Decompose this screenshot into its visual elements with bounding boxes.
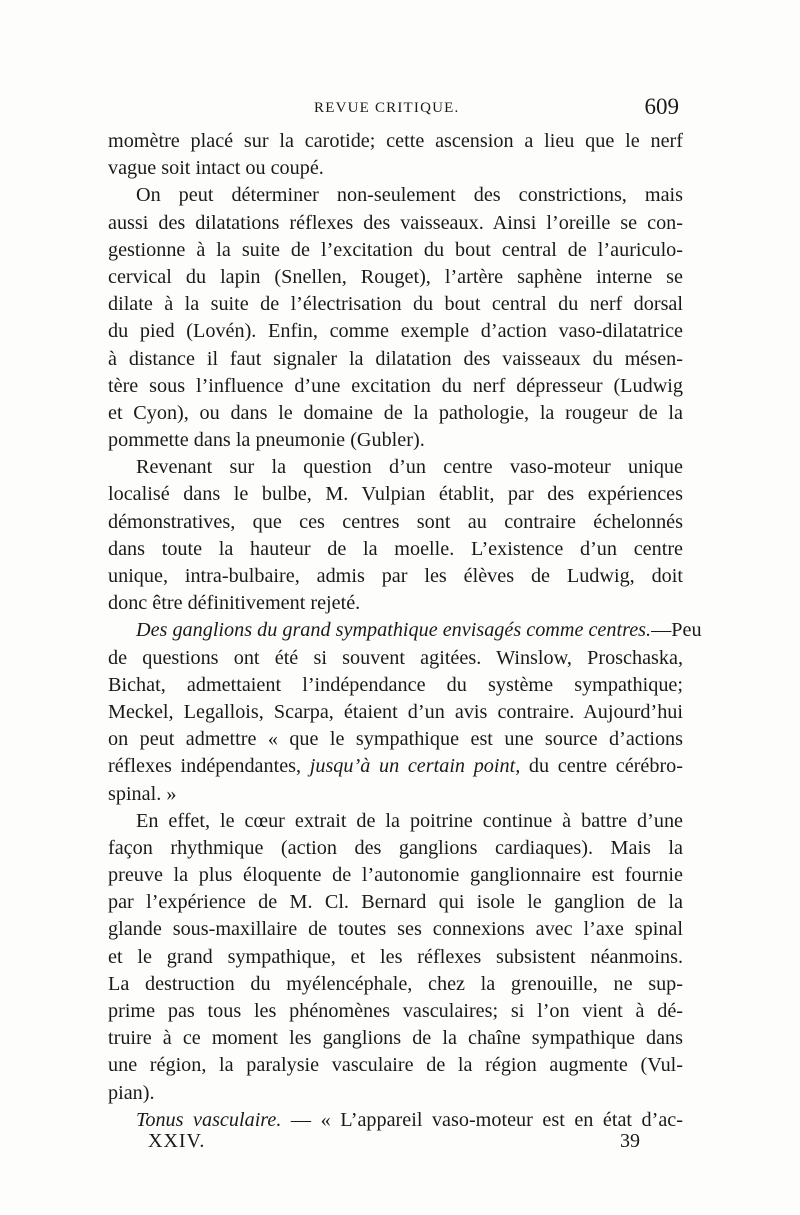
body-text [108,128,702,1134]
text-line [108,182,683,209]
line-text: Revenant sur la question d’un centre vaso-moteur unique [136,456,683,479]
text-line [108,291,683,318]
line-text: façon rhythmique (action des ganglions cardiaques). Mais la [108,836,683,859]
text-line [108,237,683,264]
running-title: REVUE CRITIQUE. [314,100,460,116]
text-line [108,617,702,644]
line-text: par l’expérience de M. Cl. Bernard qui isole le ganglion de la [108,891,683,914]
page-footer [148,1130,648,1160]
line-text: On peut déterminer non-seulement des constrictions, mais [136,184,683,207]
text-line [108,373,683,400]
text-line [108,916,683,943]
line-text: preuve la plus éloquente de l’autonomie ganglionnaire est fournie [108,864,683,887]
text-line [108,400,683,427]
line-text: prime pas tous les phénomènes vasculaires; si l’on vient à dé- [108,1000,683,1022]
line-text: aussi des dilatations réflexes des vaisseaux. Ainsi l’oreille se con- [108,211,683,234]
text-line [108,971,683,998]
line-text: momètre placé sur la carotide; cette ascension a lieu que le nerf [108,130,683,152]
line-text: cervical du lapin (Snellen, Rouget), l’artère saphène interne se [108,265,683,288]
text-line [108,1080,683,1107]
line-text: — « L’appareil vaso-moteur est en état d’ac- [281,1108,683,1131]
line-text: spinal. » [108,782,177,805]
page-header [108,96,683,124]
italic-heading: Tonus vasculaire. [136,1108,282,1131]
text-line [108,1052,683,1079]
text-line [108,536,683,563]
line-text: et le grand sympathique, et les réflexes subsistent néanmoins. [108,945,683,968]
page-number: 609 [644,94,679,119]
line-text: —Peu [651,619,702,642]
text-line [108,509,683,536]
line-text: tère sous l’influence d’une excitation du nerf dépresseur (Ludwig [108,374,683,397]
text-line [108,128,683,155]
line-text: truire à ce moment les ganglions de la chaîne sympathique dans [108,1027,683,1050]
line-text: on peut admettre « que le sympathique est une source d’actions [108,728,683,751]
text-line [108,481,683,508]
italic-heading: jusqu’à un certain point, [309,755,521,778]
text-line [108,944,683,971]
line-text: et Cyon), ou dans le domaine de la pathologie, la rougeur de la [108,401,683,424]
line-text: dans toute la hauteur de la moelle. L’existence d’un centre [108,537,683,560]
text-line [108,264,683,291]
line-text: unique, intra-bulbaire, admis par les élèves de Ludwig, doit [108,565,683,587]
text-line [108,835,683,862]
text-line [108,699,683,726]
text-line [108,210,683,237]
text-line [108,808,683,835]
line-text: pian). [108,1081,155,1104]
text-line [108,563,683,590]
line-text: Meckel, Legallois, Scarpa, étaient d’un avis contraire. Aujourd’hui [108,700,683,723]
text-line [108,998,683,1025]
line-text: donc être définitivement rejeté. [108,592,361,615]
text-line [108,318,683,345]
line-text: réflexes indépendantes, [108,755,310,778]
line-text: localisé dans le bulbe, M. Vulpian établit, par des expériences [108,483,683,506]
volume-number: XXIV. [148,1130,206,1152]
line-text: une région, la paralysie vasculaire de la région augmente (Vul- [108,1054,683,1077]
text-line [108,427,683,454]
line-text: dilate à la suite de l’électrisation du bout central du nerf dorsal [108,293,683,316]
text-line [108,753,683,780]
line-text: à distance il faut signaler la dilatation des vaisseaux du mésen- [108,347,683,370]
text-line [108,454,683,481]
text-line [108,889,683,916]
line-text: du centre cérébro- [520,755,683,778]
text-line [108,346,683,373]
line-text: démonstratives, que ces centres sont au contraire échelonnés [108,510,683,533]
text-line [108,781,683,808]
line-text: vague soit intact ou coupé. [108,157,324,180]
text-line [108,645,683,672]
line-text: Bichat, admettaient l’indépendance du système sympathique; [108,673,683,696]
text-line [108,155,683,182]
line-text: En effet, le cœur extrait de la poitrine continue à battre d’une [136,809,683,832]
line-text: de questions ont été si souvent agitées. Winslow, Proschaska, [108,646,683,669]
text-line [108,672,683,699]
text-line [108,1025,683,1052]
line-text: pommette dans la pneumonie (Gubler). [108,429,425,452]
signature-mark: 39 [620,1130,640,1152]
line-text: du pied (Lovén). Enfin, comme exemple d’action vaso-dilatatrice [108,320,683,343]
text-line [108,726,683,753]
text-line [108,590,683,617]
line-text: La destruction du myélencéphale, chez la grenouille, ne sup- [108,972,683,995]
italic-heading: Des ganglions du grand sympathique envisagés comme centres. [136,619,652,642]
text-line [108,862,683,889]
line-text: gestionne à la suite de l’excitation du bout central de l’auriculo- [108,238,683,261]
line-text: glande sous-maxillaire de toutes ses connexions avec l’axe spinal [108,918,683,941]
